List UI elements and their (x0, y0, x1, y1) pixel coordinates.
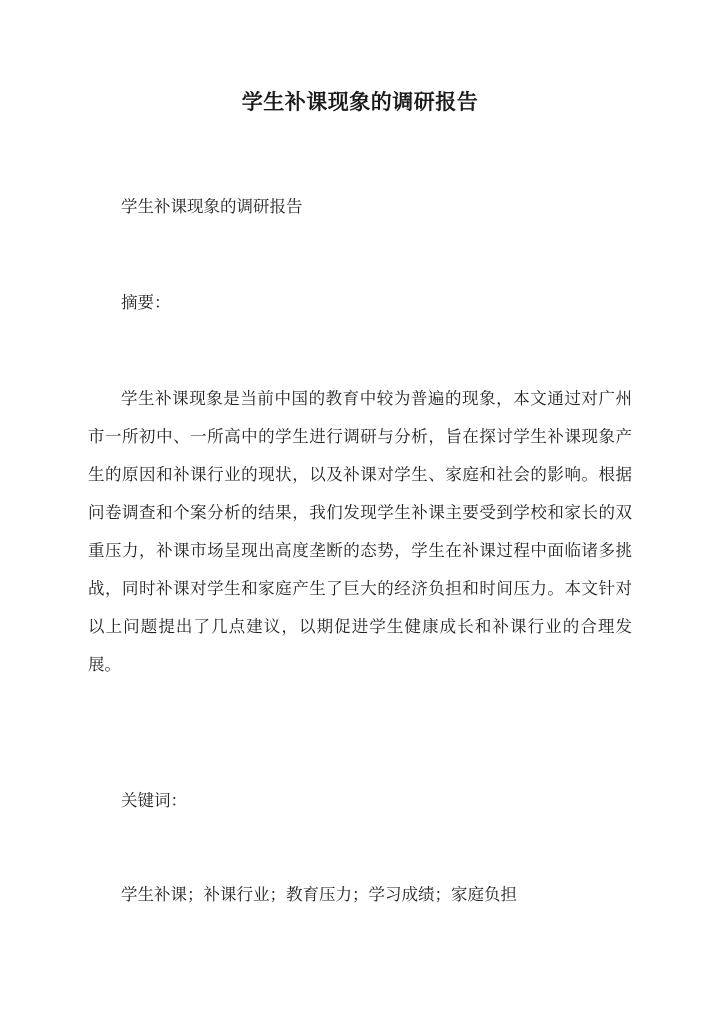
document-title: 学生补课现象的调研报告 (241, 89, 479, 114)
keywords-label: 关键词： (121, 791, 187, 810)
keywords-list: 学生补课；补课行业；教育压力；学习成绩；家庭负担 (121, 885, 517, 904)
abstract-label: 摘要： (121, 293, 171, 312)
document-subtitle: 学生补课现象的调研报告 (121, 197, 303, 216)
abstract-body: 学生补课现象是当前中国的教育中较为普遍的现象，本文通过对广州市一所初中、一所高中的学生进行调研与分析，旨在探讨学生补课现象产生的原因和补课行业的现状，以及补课对学生、家庭和社会的影响。根据问卷调查和个案分析的结果，我们发现学生补课主要受到学校和家长的双重压力，补课市场呈现出高度垄断的态势，学生在补课过程中面临诸多挑战，同时补课对学生和家庭产生了巨大的经济负担和时间压力。本文针对以上问题提出了几点建议，以期促进学生健康成长和补课行业的合理发展。 (88, 389, 632, 674)
